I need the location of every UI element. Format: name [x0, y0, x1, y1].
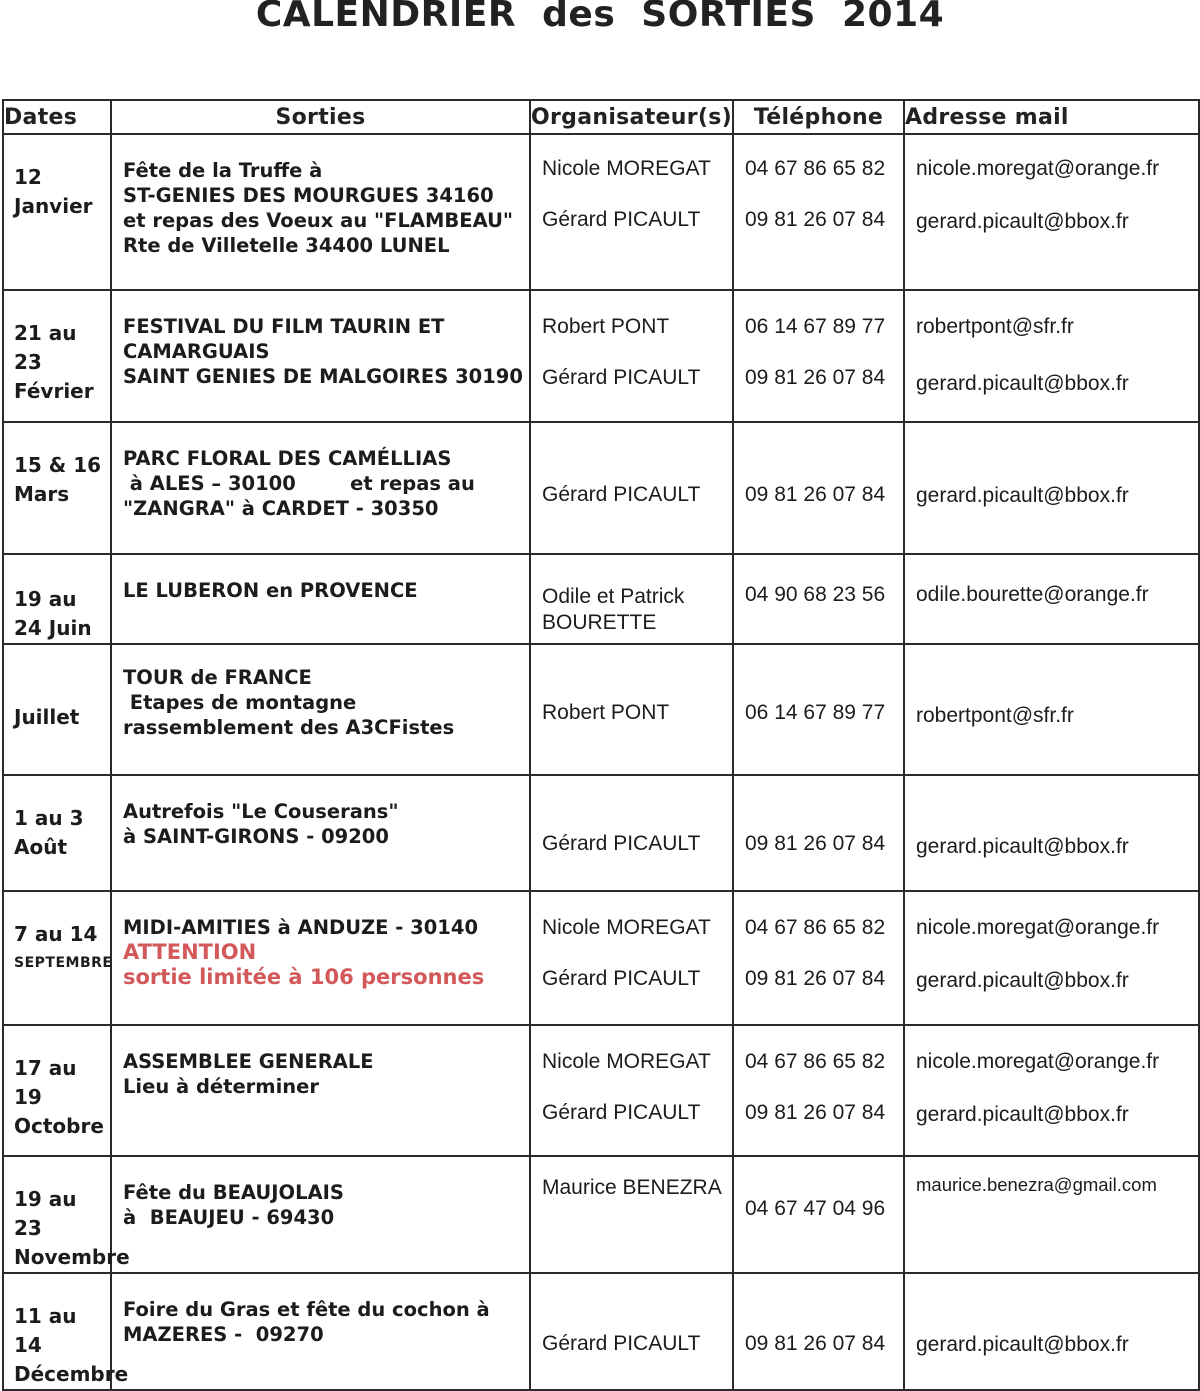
- email-address: maurice.benezra@gmail.com: [916, 1174, 1157, 1195]
- organisateur-cell: [530, 1156, 733, 1273]
- table-row: [3, 1025, 1199, 1156]
- email-address: robertpont@sfr.fr: [916, 315, 1074, 338]
- sortie-line: Autrefois "Le Couserans": [123, 800, 399, 823]
- date-line: Février: [14, 379, 94, 403]
- sortie-line: Etapes de montagne: [123, 691, 357, 714]
- email-address: gerard.picault@bbox.fr: [916, 969, 1129, 992]
- mail-cell: [904, 134, 1199, 290]
- mail-cell: [904, 422, 1199, 554]
- date-line: Décembre: [14, 1362, 129, 1386]
- sortie-cell: [111, 775, 530, 891]
- organisateur-name: Odile et Patrick: [542, 585, 685, 608]
- organisateur-cell: [530, 1273, 733, 1390]
- telephone-cell: [733, 644, 904, 775]
- date-cell: [3, 1025, 111, 1156]
- sortie-line: Fête du BEAUJOLAIS: [123, 1181, 344, 1204]
- sortie-line: Lieu à déterminer: [123, 1075, 320, 1098]
- mail-cell: [904, 554, 1199, 644]
- telephone-number: 06 14 67 89 77: [745, 701, 886, 724]
- date-line: Janvier: [14, 194, 93, 218]
- calendar-table: [2, 99, 1200, 1391]
- date-line: 1 au 3: [14, 806, 84, 830]
- organisateur-name: Gérard PICAULT: [542, 1101, 701, 1124]
- sortie-line: Foire du Gras et fête du cochon à: [123, 1298, 490, 1321]
- date-line: Mars: [14, 482, 70, 506]
- sortie-line: MIDI-AMITIES à ANDUZE - 30140: [123, 916, 479, 939]
- table-row: [3, 134, 1199, 290]
- telephone-number: 09 81 26 07 84: [745, 483, 886, 506]
- email-address: robertpont@sfr.fr: [916, 704, 1074, 727]
- sortie-line: FESTIVAL DU FILM TAURIN ET: [123, 315, 445, 338]
- sortie-line: TOUR de FRANCE: [123, 666, 312, 689]
- date-line: SEPTEMBRE: [14, 955, 113, 971]
- mail-cell: [904, 1025, 1199, 1156]
- date-cell: [3, 134, 111, 290]
- telephone-cell: [733, 1025, 904, 1156]
- telephone-number: 09 81 26 07 84: [745, 208, 886, 231]
- sortie-cell: [111, 644, 530, 775]
- mail-cell: [904, 1156, 1199, 1273]
- organisateur-name: Maurice BENEZRA: [542, 1176, 722, 1199]
- telephone-number: 09 81 26 07 84: [745, 967, 886, 990]
- warning-line: ATTENTION: [123, 940, 257, 964]
- organisateur-cell: [530, 644, 733, 775]
- organisateur-name: Robert PONT: [542, 315, 670, 338]
- organisateur-cell: [530, 134, 733, 290]
- telephone-number: 09 81 26 07 84: [745, 832, 886, 855]
- sortie-cell: [111, 290, 530, 422]
- sortie-line: Fête de la Truffe à: [123, 159, 323, 182]
- mail-cell: [904, 290, 1199, 422]
- email-address: gerard.picault@bbox.fr: [916, 1103, 1129, 1126]
- telephone-cell: [733, 775, 904, 891]
- telephone-number: 06 14 67 89 77: [745, 315, 886, 338]
- organisateur-name: Gérard PICAULT: [542, 967, 701, 990]
- date-cell: [3, 891, 111, 1025]
- organisateur-name: Nicole MOREGAT: [542, 916, 711, 939]
- table-row: [3, 1273, 1199, 1390]
- header-telephone: Téléphone: [733, 100, 904, 134]
- sortie-line: SAINT GENIES DE MALGOIRES 30190: [123, 365, 523, 388]
- date-line: Novembre: [14, 1245, 130, 1269]
- sortie-line: rassemblement des A3CFistes: [123, 716, 455, 739]
- email-address: nicole.moregat@orange.fr: [916, 916, 1160, 939]
- sortie-line: "ZANGRA" à CARDET - 30350: [123, 497, 439, 520]
- date-cell: [3, 422, 111, 554]
- telephone-number: 09 81 26 07 84: [745, 1101, 886, 1124]
- page-title: CALENDRIER des SORTIES 2014: [255, 0, 945, 35]
- organisateur-name: Nicole MOREGAT: [542, 157, 711, 180]
- telephone-number: 04 67 47 04 96: [745, 1197, 886, 1220]
- date-line: 12: [14, 165, 42, 189]
- telephone-cell: [733, 891, 904, 1025]
- date-line: 24 Juin: [14, 616, 92, 640]
- mail-cell: [904, 775, 1199, 891]
- date-cell: [3, 644, 111, 775]
- email-address: gerard.picault@bbox.fr: [916, 484, 1129, 507]
- date-line: 17 au 19: [14, 1056, 77, 1109]
- sortie-line: à SAINT-GIRONS - 09200: [123, 825, 389, 848]
- sortie-cell: [111, 134, 530, 290]
- date-cell: [3, 290, 111, 422]
- sortie-line: LE LUBERON en PROVENCE: [123, 579, 418, 602]
- organisateur-name: Gérard PICAULT: [542, 208, 701, 231]
- sortie-line: ASSEMBLEE GENERALE: [123, 1050, 374, 1073]
- mail-cell: [904, 644, 1199, 775]
- sortie-cell: [111, 1025, 530, 1156]
- organisateur-cell: [530, 891, 733, 1025]
- organisateur-name: Gérard PICAULT: [542, 832, 701, 855]
- header-dates: Dates: [3, 100, 111, 134]
- date-line: Juillet: [14, 705, 80, 729]
- date-line: 19 au: [14, 587, 77, 611]
- organisateur-cell: [530, 1025, 733, 1156]
- telephone-cell: [733, 290, 904, 422]
- email-address: nicole.moregat@orange.fr: [916, 157, 1160, 180]
- date-line: 15 & 16: [14, 453, 102, 477]
- date-cell: [3, 1156, 130, 1273]
- sortie-line: PARC FLORAL DES CAMÉLLIAS: [123, 447, 452, 470]
- telephone-cell: [733, 422, 904, 554]
- table-row: [3, 644, 1199, 775]
- telephone-number: 04 67 86 65 82: [745, 916, 886, 939]
- telephone-number: 09 81 26 07 84: [745, 1332, 886, 1355]
- organisateur-name: Robert PONT: [542, 701, 670, 724]
- header-organisateurs: Organisateur(s): [530, 100, 733, 134]
- date-line: Août: [14, 835, 68, 859]
- email-address: gerard.picault@bbox.fr: [916, 210, 1129, 233]
- sortie-line: à BEAUJEU - 69430: [123, 1206, 335, 1229]
- email-address: nicole.moregat@orange.fr: [916, 1050, 1160, 1073]
- organisateur-cell: [530, 775, 733, 891]
- mail-cell: [904, 891, 1199, 1025]
- telephone-cell: [733, 1156, 904, 1273]
- telephone-cell: [733, 554, 904, 644]
- organisateur-cell: [530, 554, 733, 644]
- telephone-cell: [733, 1273, 904, 1390]
- sortie-line: et repas des Voeux au "FLAMBEAU": [123, 209, 514, 232]
- header-sorties: Sorties: [111, 100, 530, 134]
- table-row: [3, 1156, 1199, 1273]
- organisateur-name: Gérard PICAULT: [542, 483, 701, 506]
- table-row: [3, 775, 1199, 891]
- date-line: Octobre: [14, 1114, 104, 1138]
- table-row: [3, 422, 1199, 554]
- warning-line: sortie limitée à 106 personnes: [123, 965, 485, 989]
- table-row: [3, 554, 1199, 644]
- email-address: gerard.picault@bbox.fr: [916, 372, 1129, 395]
- organisateur-cell: [530, 290, 733, 422]
- telephone-number: 09 81 26 07 84: [745, 366, 886, 389]
- telephone-number: 04 90 68 23 56: [745, 583, 886, 606]
- mail-cell: [904, 1273, 1199, 1390]
- header-mail: Adresse mail: [904, 100, 1199, 134]
- date-line: 7 au 14: [14, 922, 98, 946]
- date-cell: [3, 1273, 129, 1390]
- sortie-line: Rte de Villetelle 34400 LUNEL: [123, 234, 450, 257]
- sortie-line: ST-GENIES DES MOURGUES 34160: [123, 184, 494, 207]
- date-line: 21 au 23: [14, 321, 77, 374]
- table-row: [3, 891, 1199, 1025]
- date-cell: [3, 554, 111, 644]
- telephone-number: 04 67 86 65 82: [745, 1050, 886, 1073]
- sortie-line: à ALES – 30100 et repas au: [123, 472, 475, 495]
- organisateur-cell: [530, 422, 733, 554]
- sortie-line: MAZERES - 09270: [123, 1323, 324, 1346]
- sortie-cell: [111, 891, 530, 1025]
- table-body: [3, 134, 1199, 1390]
- email-address: gerard.picault@bbox.fr: [916, 835, 1129, 858]
- date-line: 19 au 23: [14, 1187, 77, 1240]
- email-address: odile.bourette@orange.fr: [916, 583, 1149, 606]
- sortie-line: CAMARGUAIS: [123, 340, 270, 363]
- date-cell: [3, 775, 111, 891]
- sortie-cell: [111, 554, 530, 644]
- date-line: 11 au 14: [14, 1304, 77, 1357]
- sortie-cell: [111, 1273, 530, 1390]
- telephone-number: 04 67 86 65 82: [745, 157, 886, 180]
- sortie-cell: [111, 1156, 530, 1273]
- organisateur-name: Nicole MOREGAT: [542, 1050, 711, 1073]
- table-row: [3, 290, 1199, 422]
- telephone-cell: [733, 134, 904, 290]
- organisateur-name: Gérard PICAULT: [542, 1332, 701, 1355]
- header-row: [3, 100, 1199, 134]
- sortie-cell: [111, 422, 530, 554]
- organisateur-name: BOURETTE: [542, 611, 657, 634]
- organisateur-name: Gérard PICAULT: [542, 366, 701, 389]
- email-address: gerard.picault@bbox.fr: [916, 1333, 1129, 1356]
